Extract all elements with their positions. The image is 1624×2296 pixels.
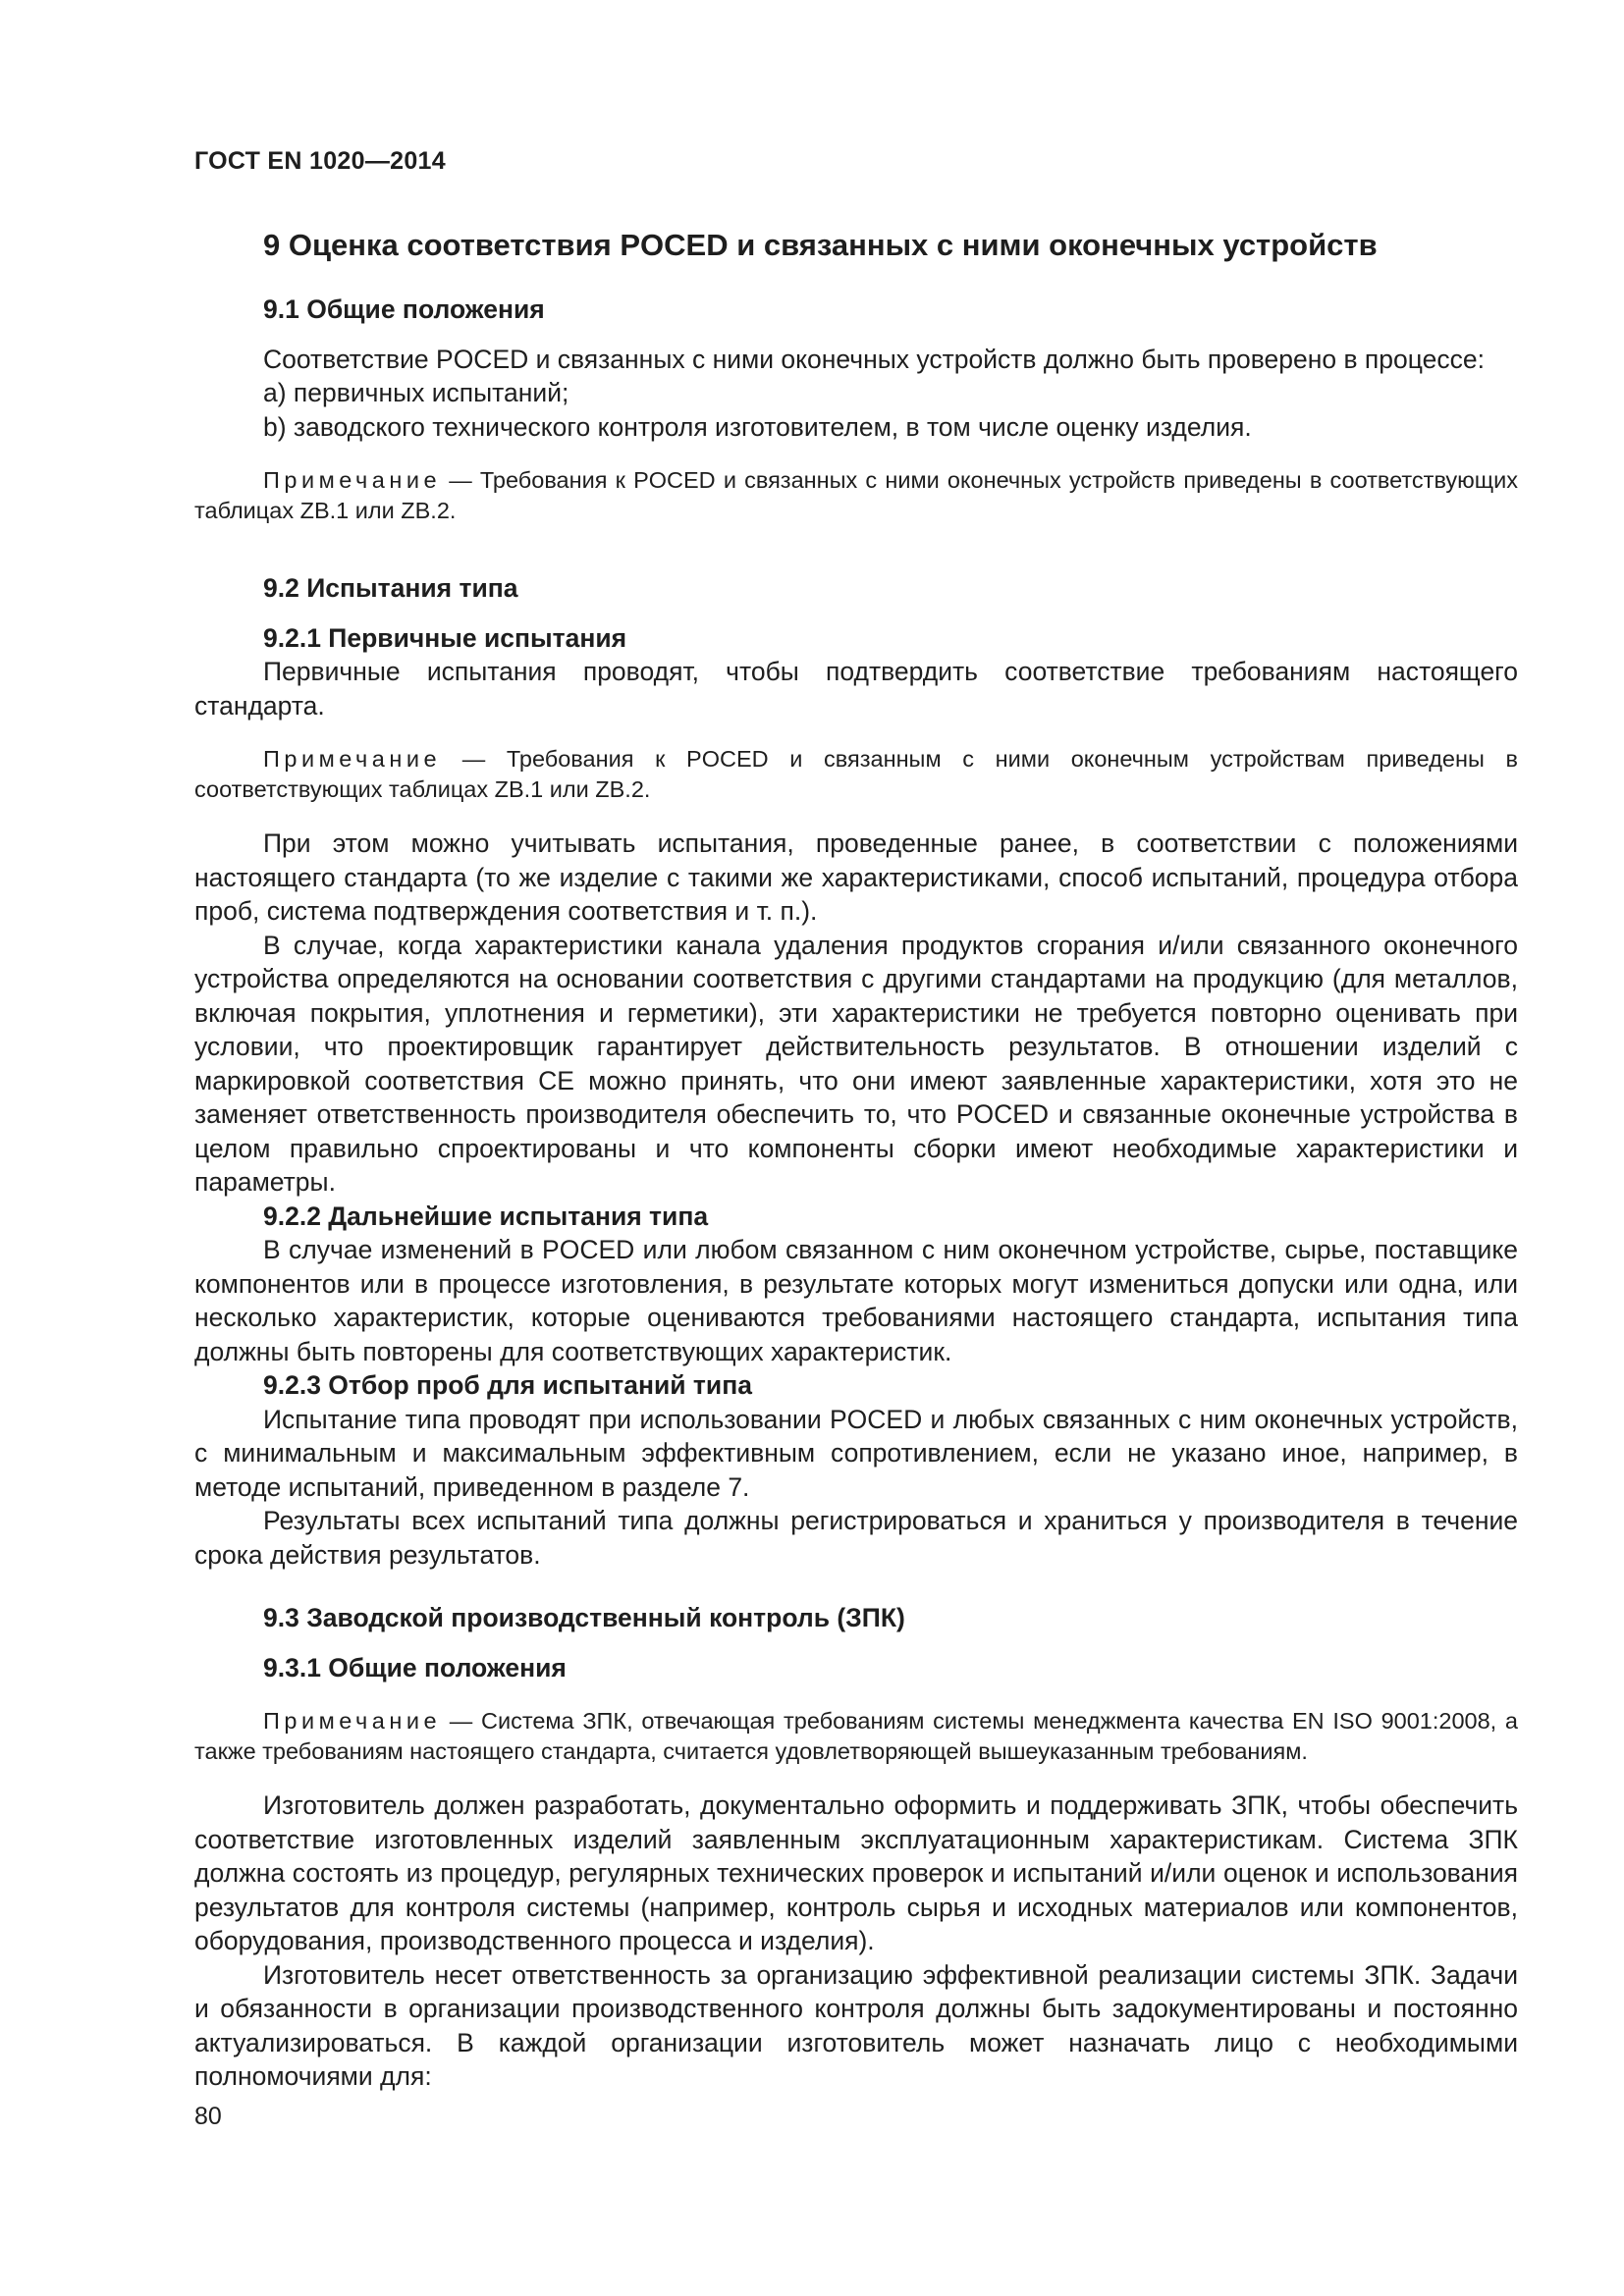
chapter-title: 9 Оценка соответствия POCED и связанных с ними оконечных устройств <box>263 228 1378 262</box>
note <box>194 1706 1518 1767</box>
paragraph: Результаты всех испытаний типа должны регистрироваться и храниться у производителя в течение срока действия результатов. <box>194 1506 1518 1570</box>
note-label: Примечание <box>263 746 442 772</box>
paragraph: Соответствие POCED и связанных с ними оконечных устройств должно быть проверено в процессе: <box>263 344 1485 374</box>
paragraph: В случае изменений в POCED или любом связанном с ним оконечном устройстве, сырье, поставщике компонентов или в процессе изготовления, в результате которых могут измениться допуски или одна, или несколько характеристик, которые оцениваются требованиями настоящего стандарта, испытания типа должны быть повторены для соответствующих характеристик. <box>194 1235 1518 1366</box>
note-text: — Система ЗПК, отвечающая требованиям системы менеджмента качества EN ISO 9001:2008, а также требованиям настоящего стандарта, считается удовлетворяющей вышеуказанным требованиям. <box>194 1708 1518 1764</box>
paragraph: Испытание типа проводят при использовании POCED и любых связанных с ним оконечных устройств, с минимальным и максимальным эффективным сопротивлением, если не указано иное, например, в методе испытаний, приведенном в разделе 7. <box>194 1404 1518 1502</box>
section-heading-9-3: 9.3 Заводской производственный контроль (ЗПК) <box>263 1603 905 1632</box>
note-text: — Требования к POCED и связанным с ними оконечным устройствам приведены в соответствующих таблицах ZB.1 или ZB.2. <box>194 746 1518 802</box>
subsection-heading-9-2-1: 9.2.1 Первичные испытания <box>263 622 627 653</box>
subsection-heading-9-3-1: 9.3.1 Общие положения <box>263 1652 567 1682</box>
paragraph: Изготовитель несет ответственность за организацию эффективной реализации системы ЗПК. Задачи и обязанности в организации производственного контроля должны быть задокументированы и постоянно актуализироваться. В каждой организации изготовитель может назначать лицо с необходимыми полномочиями для: <box>194 1959 1518 2091</box>
section-heading-9-1: 9.1 Общие положения <box>263 294 545 324</box>
note-text: — Требования к POCED и связанных с ними оконечных устройств приведены в соответствующих таблицах ZB.1 или ZB.2. <box>194 467 1518 523</box>
page-content <box>194 226 1518 2094</box>
subsection-heading-9-2-2: 9.2.2 Дальнейшие испытания типа <box>263 1201 709 1231</box>
list-item: b) заводского технического контроля изготовителем, в том числе оценку изделия. <box>263 411 1252 442</box>
subsection-heading-9-2-3: 9.2.3 Отбор проб для испытаний типа <box>263 1370 752 1400</box>
page-number: 80 <box>194 2103 222 2130</box>
note <box>194 465 1518 526</box>
note-label: Примечание <box>263 1708 442 1734</box>
section-heading-9-2: 9.2 Испытания типа <box>263 573 518 603</box>
note <box>194 744 1518 805</box>
paragraph: В случае, когда характеристики канала удаления продуктов сгорания и/или связанного оконечного устройства определяются на основании соответствия с другими стандартами на продукцию (для металлов, включая покрытия, уплотнения и герметики), эти характеристики не требуется повторно оценивать при условии, что проектировщик гарантирует действительность результатов. В отношении изделий с маркировкой соответствия CE можно принять, что они имеют заявленные характеристики, хотя это не заменяет ответственность производителя обеспечить то, что POCED и связанные оконечные устройства в целом правильно спроектированы и что компоненты сборки имеют необходимые характеристики и параметры. <box>194 930 1518 1197</box>
paragraph: При этом можно учитывать испытания, проведенные ранее, в соответствии с положениями настоящего стандарта (то же изделие с такими же характеристиками, способ испытаний, процедура отбора проб, система подтверждения соответствия и т. п.). <box>194 828 1518 926</box>
list-item: a) первичных испытаний; <box>263 378 569 407</box>
note-label: Примечание <box>263 467 442 493</box>
paragraph: Первичные испытания проводят, чтобы подтвердить соответствие требованиям настоящего стандарта. <box>194 657 1518 721</box>
paragraph: Изготовитель должен разработать, документально оформить и поддерживать ЗПК, чтобы обеспечить соответствие изготовленных изделий заявленным эксплуатационным характеристикам. Система ЗПК должна состоять из процедур, регулярных технических проверок и испытаний и/или оценок и использования результатов для контроля системы (например, контроль сырья и исходных материалов или компонентов, оборудования, производственного процесса и изделия). <box>194 1790 1518 1955</box>
document-code-header: ГОСТ EN 1020—2014 <box>194 147 446 175</box>
